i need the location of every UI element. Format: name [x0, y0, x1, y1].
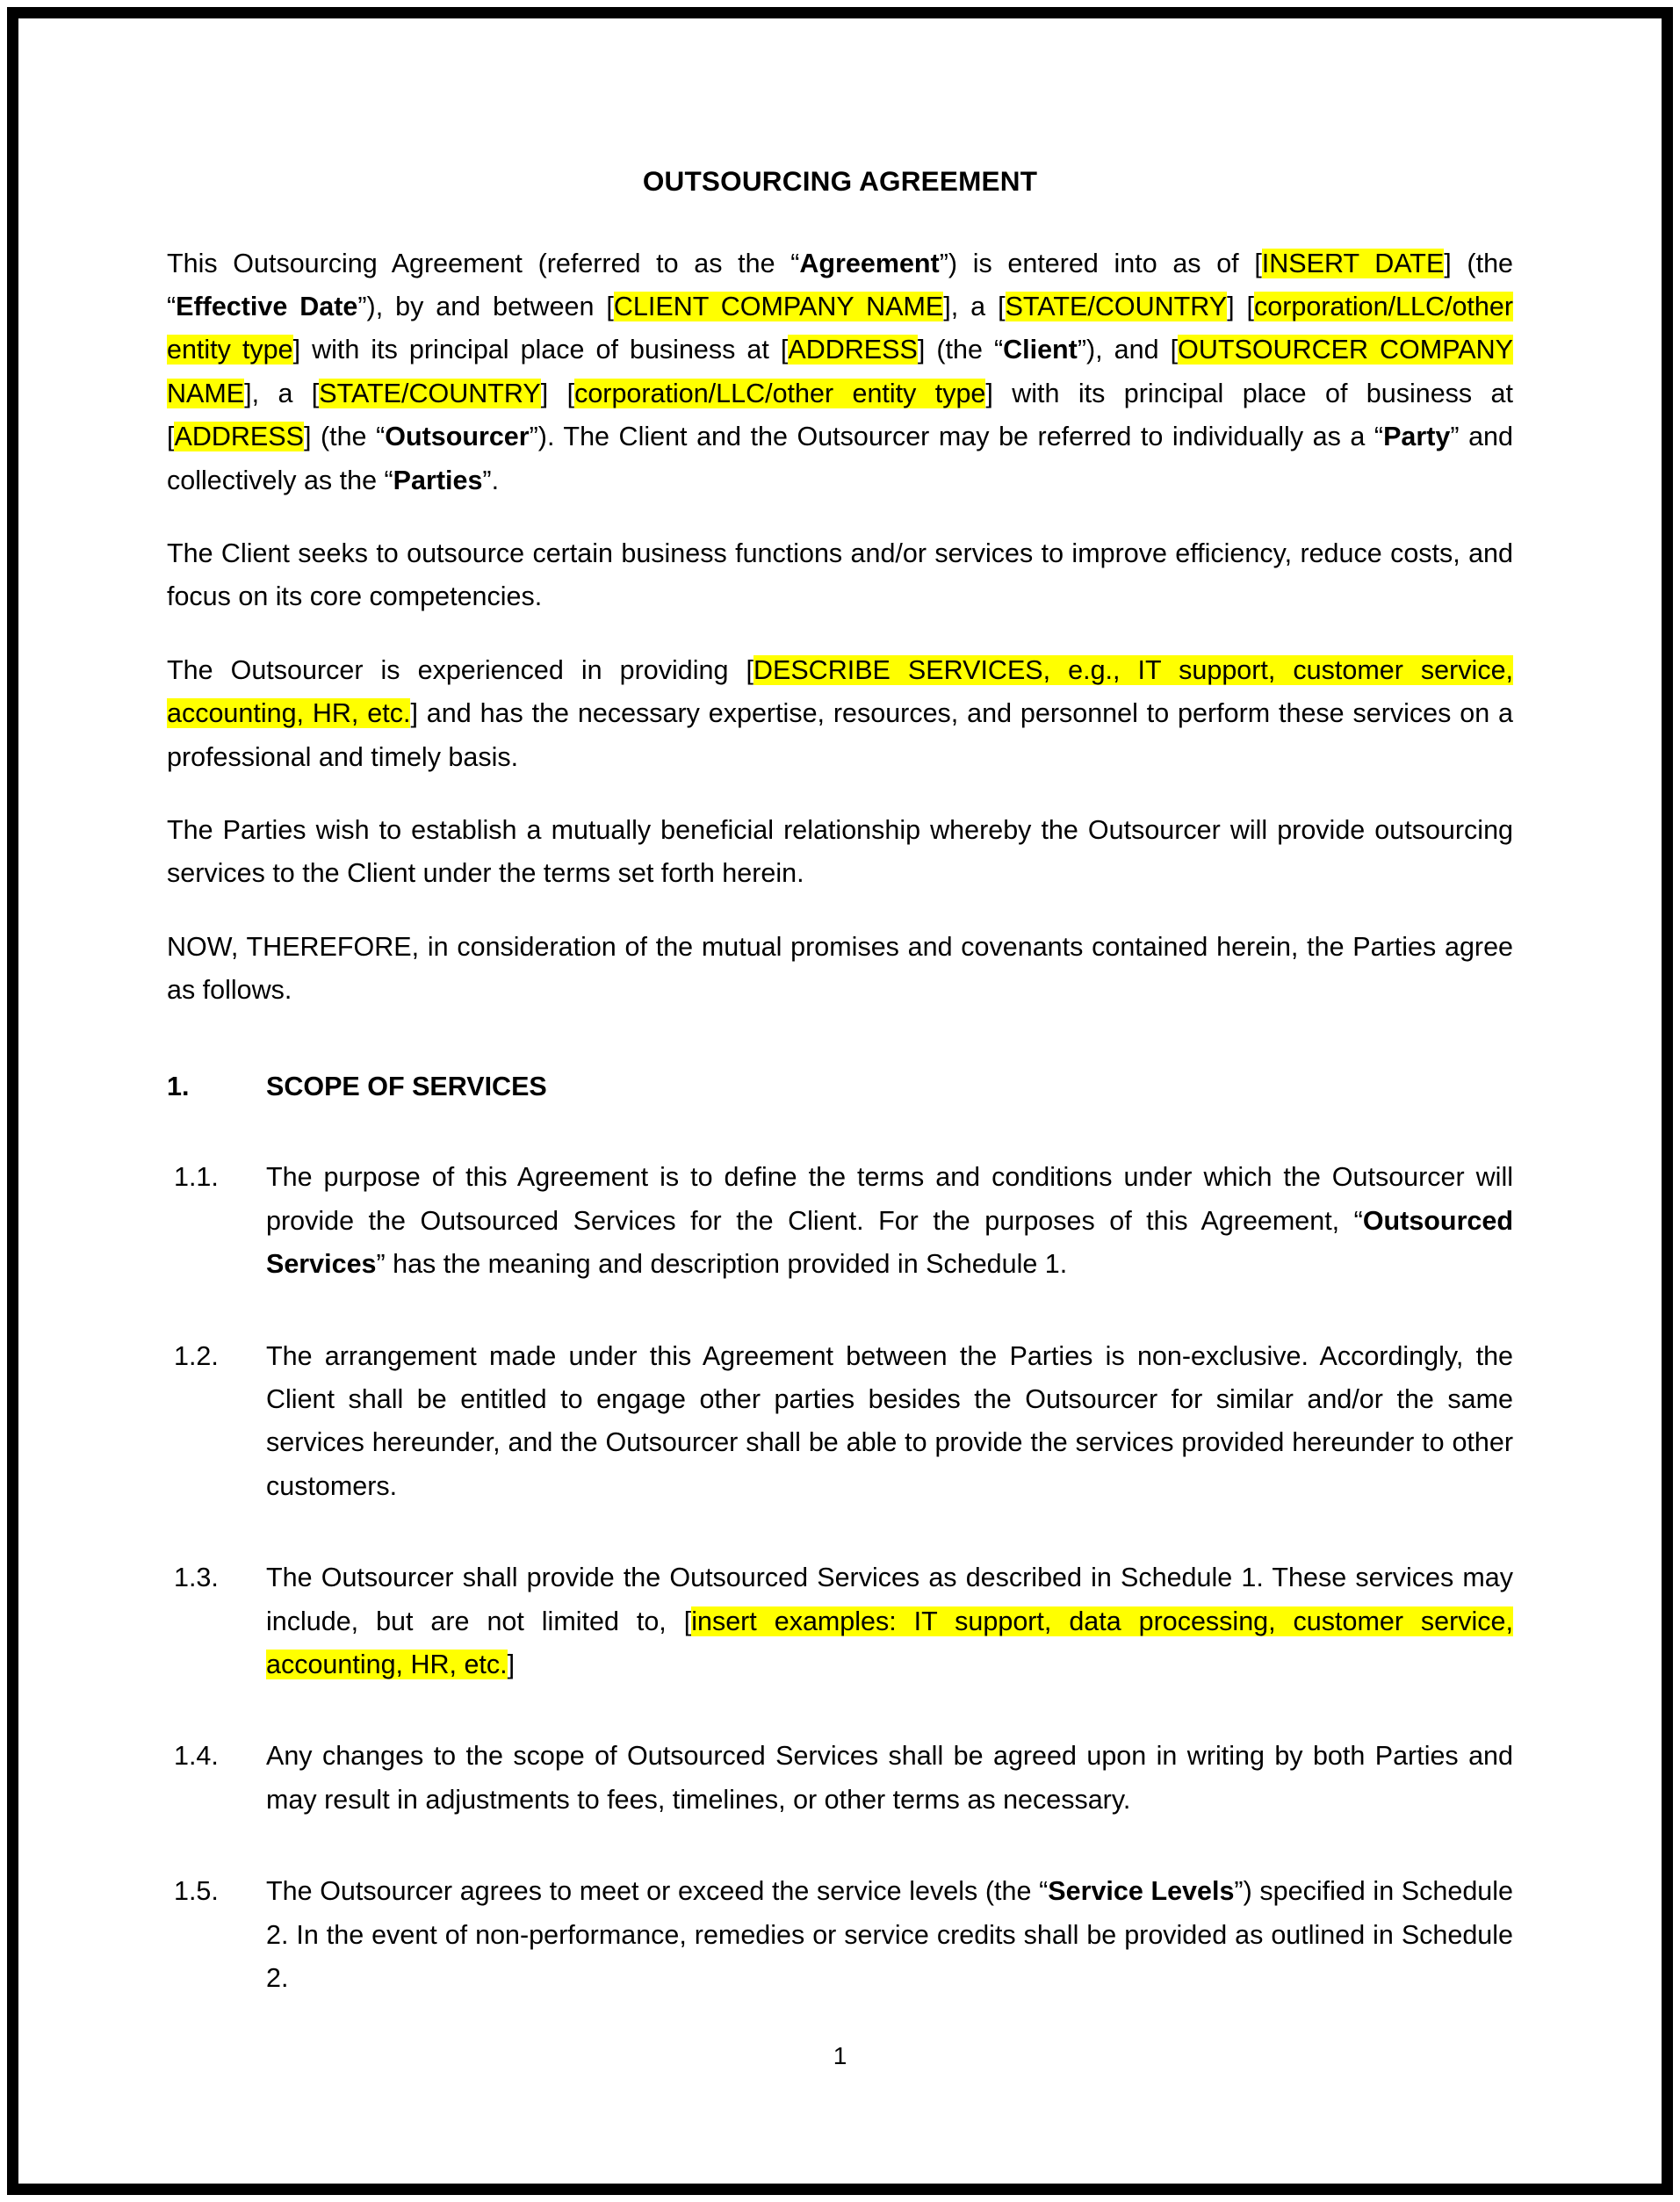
clause-1-1 — [167, 1156, 1513, 1286]
term-client: Client — [1003, 335, 1078, 365]
preamble-text-12: ] with its principal place of business at [ — [167, 378, 1513, 452]
clause-list — [167, 1156, 1513, 2000]
clause-1-5-text-1: The Outsourcer agrees to meet or exceed the service levels (the “ — [266, 1876, 1049, 1907]
preamble-text-8: ] (the “ — [917, 335, 1004, 365]
recital-paragraph-2 — [167, 649, 1513, 779]
preamble-text-1: This Outsourcing Agreement (referred to as the “ — [167, 248, 800, 278]
section-label: SCOPE OF SERVICES — [266, 1071, 547, 1101]
preamble-text-2: ”) is entered into as of [ — [939, 248, 1262, 278]
placeholder-client-entity-type: corporation/LLC/other entity type — [167, 291, 1513, 365]
preamble-text-11: ] [ — [540, 378, 575, 408]
placeholder-insert-examples: insert examples: IT support, data processing, customer service, accounting, HR, etc. — [266, 1606, 1513, 1680]
clause-number: 1.4. — [174, 1741, 219, 1772]
term-effective-date: Effective Date — [176, 291, 358, 321]
recital-2-text-2: ] and has the necessary expertise, resources, and personnel to perform these services on a professional and timely basis. — [167, 698, 1514, 772]
preamble-text-3: ] (the “ — [167, 248, 1513, 321]
preamble-text-10: ], a [ — [244, 378, 320, 408]
term-agreement: Agreement — [799, 248, 940, 278]
clause-1-1-text-1: The purpose of this Agreement is to define the terms and conditions under which the Outsourcer will provide the Outsourced Services for the Client. For the purposes of this Agreement, “ — [266, 1162, 1513, 1236]
clause-number: 1.1. — [174, 1162, 219, 1193]
preamble-text-7: ] with its principal place of business at [ — [292, 335, 789, 365]
clause-1-3 — [167, 1556, 1513, 1686]
clause-1-5-text-2: ”) specified in Schedule 2. In the event of non-performance, remedies or service credits shall be provided as outlined in Schedule 2. — [266, 1876, 1513, 1994]
clause-1-3-text-1: The Outsourcer shall provide the Outsourced Services as described in Schedule 1. These services may include, but are not limited to, [ — [266, 1563, 1513, 1636]
placeholder-client-address: ADDRESS — [788, 335, 918, 365]
placeholder-outsourcer-state-country: STATE/COUNTRY — [319, 378, 541, 408]
clause-1-2 — [167, 1335, 1513, 1509]
clause-text: Any changes to the scope of Outsourced Services shall be agreed upon in writing by both Parties and may result in adjustments to fees, timelines, or other terms as necessary. — [266, 1741, 1513, 1815]
placeholder-outsourcer-company-name: OUTSOURCER COMPANY NAME — [167, 335, 1513, 408]
term-parties: Parties — [393, 465, 483, 495]
preamble-text-13: ] (the “ — [303, 422, 386, 452]
preamble-text-15: ” and collectively as the “ — [167, 422, 1513, 495]
preamble-text-16: ”. — [482, 465, 500, 495]
preamble-text-9: ”), and [ — [1077, 335, 1179, 365]
clause-text — [266, 1156, 1513, 1286]
page-number-footer: 1 — [833, 2042, 847, 2069]
clause-text: The arrangement made under this Agreement between the Parties is non-exclusive. Accordingly, the Client shall be entitled to engage other parties besides the Outsourcer for similar and/or the same services hereunder, and the Outsourcer shall be able to provide the services provided hereunder to other customers. — [266, 1340, 1513, 1501]
clause-text — [266, 1556, 1513, 1686]
clause-number: 1.3. — [174, 1563, 219, 1593]
recital-paragraph-1: The Client seeks to outsource certain business functions and/or services to improve efficiency, reduce costs, and focus on its core competencies. — [167, 538, 1513, 612]
preamble-text-6: ] [ — [1227, 291, 1254, 321]
placeholder-outsourcer-address: ADDRESS — [174, 422, 304, 452]
term-outsourced-services: Outsourced Services — [266, 1205, 1513, 1280]
section-heading-scope-of-services — [167, 1065, 1513, 1108]
recital-2-text-1: The Outsourcer is experienced in providing [ — [167, 654, 753, 685]
preamble-text-5: ], a [ — [943, 291, 1006, 321]
term-party: Party — [1383, 422, 1451, 452]
term-service-levels: Service Levels — [1048, 1876, 1235, 1907]
recital-paragraph-3: The Parties wish to establish a mutually beneficial relationship whereby the Outsourcer will provide outsourcing services to the Client under the terms set forth herein. — [167, 814, 1513, 889]
placeholder-describe-services: DESCRIBE SERVICES, e.g., IT support, customer service, accounting, HR, etc. — [167, 654, 1513, 729]
placeholder-outsourcer-entity-type: corporation/LLC/other entity type — [574, 378, 986, 408]
preamble-text-4: ”), by and between [ — [357, 291, 614, 321]
clause-1-5 — [167, 1870, 1513, 2000]
preamble-text-14: ”). The Client and the Outsourcer may be referred to individually as a “ — [529, 422, 1384, 452]
term-outsourcer: Outsourcer — [385, 422, 530, 452]
placeholder-client-state-country: STATE/COUNTRY — [1005, 291, 1228, 321]
clause-1-4 — [167, 1735, 1513, 1822]
preamble-paragraph — [167, 242, 1513, 502]
clause-number: 1.2. — [174, 1340, 219, 1371]
document-title: OUTSOURCING AGREEMENT — [642, 165, 1038, 197]
section-number: 1. — [167, 1071, 190, 1101]
placeholder-client-company-name: CLIENT COMPANY NAME — [613, 291, 944, 321]
clause-number: 1.5. — [174, 1876, 219, 1907]
clause-1-1-text-2: ” has the meaning and description provided in Schedule 1. — [376, 1249, 1068, 1280]
recital-paragraph-4: NOW, THEREFORE, in consideration of the mutual promises and covenants contained herein, the Parties agree as follows. — [167, 931, 1513, 1006]
clause-text — [266, 1870, 1513, 2000]
placeholder-insert-date: INSERT DATE — [1261, 248, 1445, 278]
clause-1-3-text-2: ] — [507, 1650, 516, 1680]
